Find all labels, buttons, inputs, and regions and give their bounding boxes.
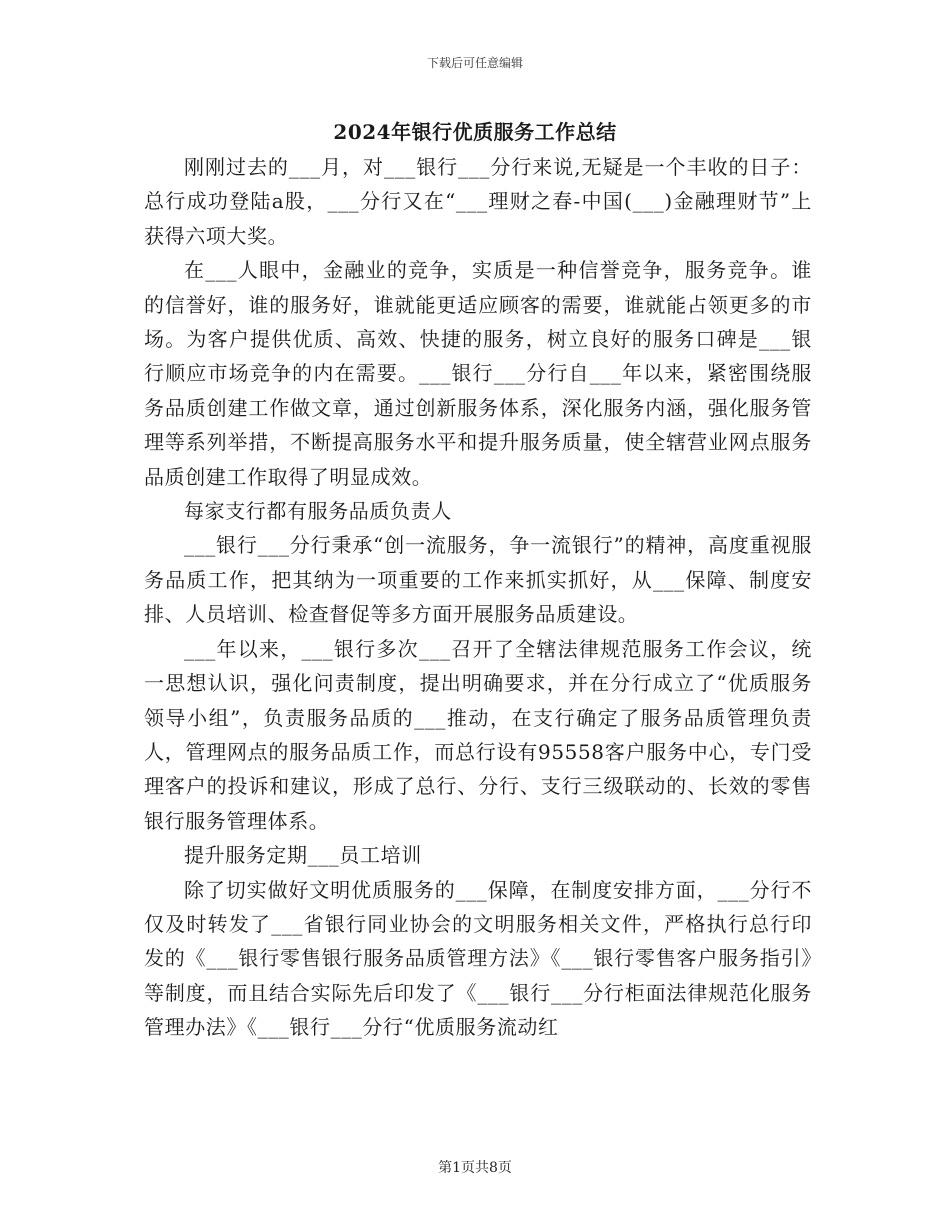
paragraph-2: 在___人眼中，金融业的竞争，实质是一种信誉竞争，服务竞争。谁的信誉好，谁的服务好，谁就能更适应顾客的需要，谁就能占领更多的市场。为客户提供优质、高效、快捷的服务，树立良好的服务口碑是___银行顺应市场竞争的内在需要。___银行___分行自___年以来，紧密围绕服务品质创建工作做文章，通过创新服务体系，深化服务内涵，强化服务管理等系列举措，不断提高服务水平和提升服务质量，使全辖营业网点服务品质创建工作取得了明显成效。: [144, 258, 812, 489]
document-title: 2024年银行优质服务工作总结: [333, 120, 617, 144]
paragraph-5: 除了切实做好文明优质服务的___保障，在制度安排方面，___分行不仅及时转发了___省银行同业协会的文明服务相关文件，严格执行总行印发的《___银行零售银行服务品质管理方法》《___银行零售客户服务指引》等制度，而且结合实际先后印发了《___银行___分行柜面法律规范化服务管理办法》《___银行___分行“优质服务流动红: [144, 877, 812, 1040]
page-footer: 第1页共8页: [438, 1160, 512, 1176]
paragraph-4: ___年以来，___银行多次___召开了全辖法律规范服务工作会议，统一思想认识，强化问责制度，提出明确要求，并在分行成立了“优质服务领导小组”，负责服务品质的___推动，在支行确定了服务品质管理负责人，管理网点的服务品质工作，而总行设有95558客户服务中心，专门受理客户的投诉和建议，形成了总行、分行、支行三级联动的、长效的零售银行服务管理体系。: [144, 636, 812, 833]
paragraph-1: 刚刚过去的___月，对___银行___分行来说,无疑是一个丰收的日子：总行成功登陆a股，___分行又在“___理财之春-中国(___)金融理财节”上获得六项大奖。: [144, 155, 812, 248]
header-note: 下载后可任意编辑: [426, 56, 523, 70]
section-heading-2: 提升服务定期___员工培训: [184, 843, 422, 868]
paragraph-3: ___银行___分行秉承“创一流服务，争一流银行”的精神，高度重视服务品质工作，把其纳为一项重要的工作来抓实抓好，从___保障、制度安排、人员培训、检查督促等多方面开展服务品质建设。: [144, 533, 812, 627]
section-heading-1: 每家支行都有服务品质负责人: [184, 499, 452, 524]
document-body: [144, 150, 812, 1045]
